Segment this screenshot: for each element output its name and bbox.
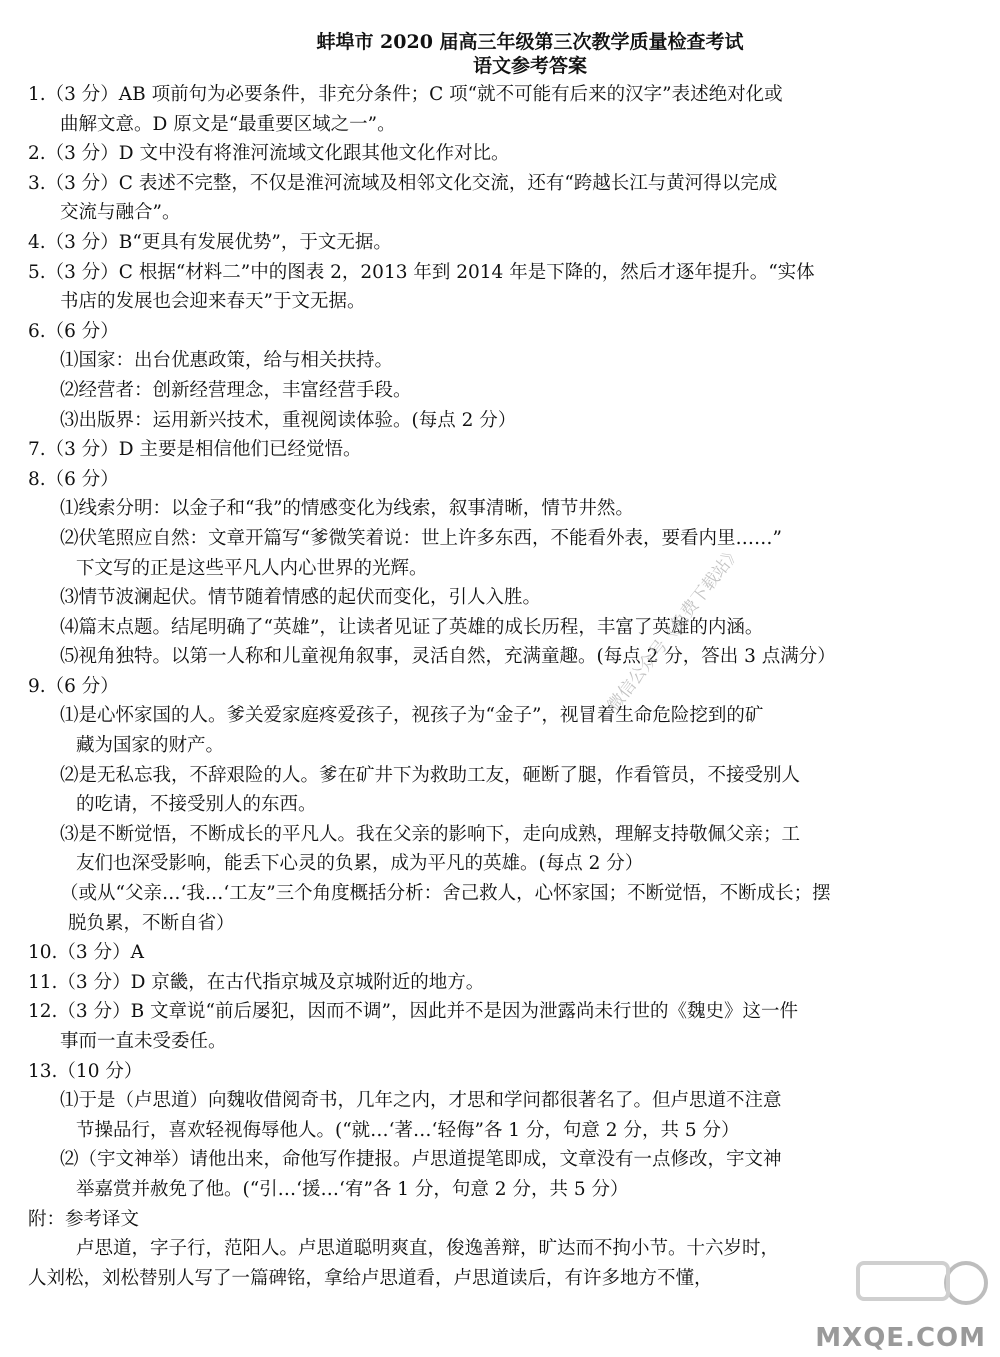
text-line: ⑶是不断觉悟，不断成长的平凡人。我在父亲的影响下，走向成熟，理解支持敬佩父亲；工 bbox=[60, 823, 801, 845]
text-line: 事而一直未受委任。 bbox=[60, 1031, 227, 1052]
text-line: ⑵伏笔照应自然：文章开篇写“爹微笑着说：世上许多东西，不能看外表，要看内里……” bbox=[60, 527, 782, 549]
text-line: 11.（3 分）D 京畿，在古代指京城及京城附近的地方。 bbox=[28, 971, 485, 993]
text-line: 5.（3 分）C 根据“材料二”中的图表 2，2013 年到 2014 年是下降的，然后才逐年提升。“实体 bbox=[28, 261, 815, 283]
text-line: 9.（6 分） bbox=[28, 675, 119, 697]
logo-text: MXQE.COM bbox=[815, 1323, 986, 1353]
text-line: 12.（3 分）B 文章说“前后屡犯，因而不调”，因此并不是因为泄露尚未行世的《魏史》这一件 bbox=[28, 1001, 798, 1023]
text-line: ⑵是无私忘我，不辞艰险的人。爹在矿井下为救助工友，砸断了腿，作看管员，不接受别人 bbox=[60, 764, 801, 786]
text-line: 3.（3 分）C 表述不完整，不仅是淮河流域及相邻文化交流，还有“跨越长江与黄河得以完成 bbox=[28, 172, 778, 194]
text-line: 友们也深受影响，能丢下心灵的负累，成为平凡的英雄。(每点 2 分） bbox=[76, 853, 644, 875]
text-line: 节操品行，喜欢轻视侮辱他人。(“就…‘著…‘轻侮”各 1 分，句意 2 分，共 5 分） bbox=[76, 1119, 740, 1141]
text-line: ⑶情节波澜起伏。情节随着情感的起伏而变化，引人入胜。 bbox=[60, 587, 542, 609]
text-line: 8.（6 分） bbox=[28, 468, 119, 490]
text-line: 下文写的正是这些平凡人内心世界的光辉。 bbox=[76, 557, 428, 579]
text-line: 10.（3 分）A bbox=[28, 942, 144, 964]
text-line: ⑴国家：出台优惠政策，给与相关扶持。 bbox=[60, 350, 394, 372]
text-line: ⑵经营者：创新经营理念，丰富经营手段。 bbox=[60, 379, 412, 401]
text-line: ⑴于是（卢思道）向魏收借阅奇书，几年之内，才思和学问都很著名了。但卢思道不注意 bbox=[60, 1090, 782, 1112]
text-line: 4.（3 分）B“更具有发展优势”，于文无据。 bbox=[28, 231, 392, 253]
text-line: ⑶出版界：运用新兴技术，重视阅读体验。(每点 2 分） bbox=[60, 409, 517, 431]
text-line: 举嘉赏并赦免了他。(“引…‘援…‘宥”各 1 分，句意 2 分，共 5 分） bbox=[76, 1178, 629, 1200]
text-line: 2.（3 分）D 文中没有将淮河流域文化跟其他文化作对比。 bbox=[28, 143, 510, 165]
text-line: 附：参考译文 bbox=[28, 1208, 140, 1230]
document-subtitle: 语文参考答案 bbox=[472, 55, 587, 77]
text-line: 7.（3 分）D 主要是相信他们已经觉悟。 bbox=[28, 439, 362, 461]
text-line: 1.（3 分）AB 项前句为必要条件，非充分条件；C 项“就不可能有后来的汉字”表述绝对化或 bbox=[28, 84, 783, 105]
text-line: 曲解文意。D 原文是“最重要区域之一”。 bbox=[60, 113, 396, 135]
text-line: 的吃请，不接受别人的东西。 bbox=[76, 794, 317, 816]
text-line: 脱负累，不断自省） bbox=[68, 912, 235, 934]
text-line: 藏为国家的财产。 bbox=[76, 735, 225, 757]
text-line: 13.（10 分） bbox=[28, 1060, 143, 1082]
text-line: ⑷篇末点题。结尾明确了“英雄”，让读者见证了英雄的成长历程，丰富了英雄的内涵。 bbox=[60, 616, 764, 638]
text-line: ⑸视角独特。以第一人称和儿童视角叙事，灵活自然，充满童趣。(每点 2 分，答出 3 点满分） bbox=[60, 646, 836, 668]
text-line: 人刘松，刘松替别人写了一篇碑铭，拿给卢思道看，卢思道读后，有许多地方不懂， bbox=[28, 1267, 713, 1289]
text-line: ⑴是心怀家国的人。爹关爱家庭疼爱孩子，视孩子为“金子”，视冒着生命危险挖到的矿 bbox=[60, 705, 764, 727]
text-line: 交流与融合”。 bbox=[60, 202, 181, 224]
text-line: ⑵（宇文神举）请他出来，命他写作捷报。卢思道提笔即成，文章没有一点修改，宇文神 bbox=[60, 1149, 782, 1171]
watermark-text: 微信公众号《免费下载站》 bbox=[603, 542, 746, 716]
text-line: 卢思道，字子行，范阳人。卢思道聪明爽直，俊逸善辩，旷达而不拘小节。十六岁时， bbox=[76, 1238, 780, 1260]
text-line: （或从“父亲…‘我…‘工友”三个角度概括分析：舍己救人，心怀家国；不断觉悟，不断成长；摆 bbox=[60, 883, 831, 905]
text-line: ⑴线索分明：以金子和“我”的情感变化为线索，叙事清晰，情节井然。 bbox=[60, 498, 634, 520]
text-line: 6.（6 分） bbox=[28, 320, 119, 342]
text-line: 书店的发展也会迎来春天”于文无据。 bbox=[60, 291, 366, 313]
document-title: 蚌埠市 2020 届高三年级第三次教学质量检查考试 bbox=[316, 31, 744, 53]
